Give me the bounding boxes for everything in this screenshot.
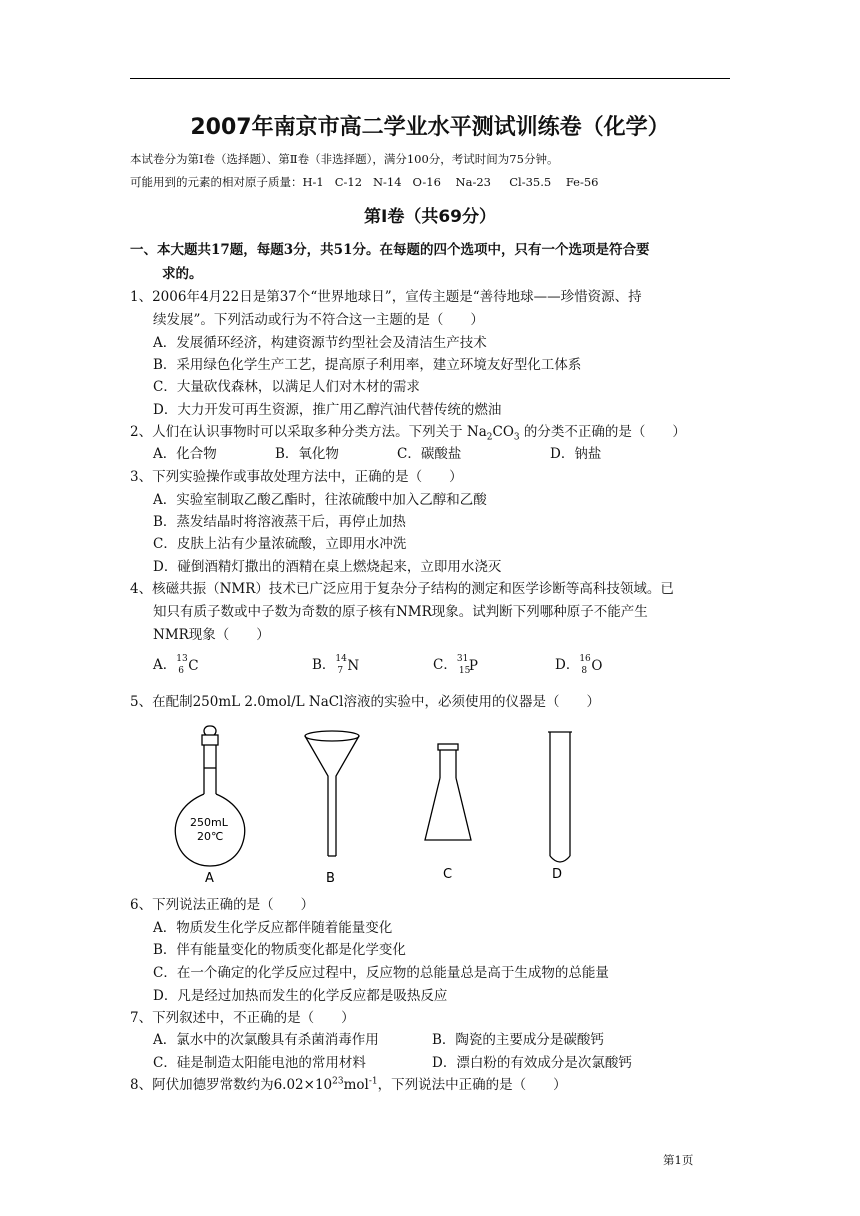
q2-stem-part: CO [492,424,514,440]
q1-option-a: A．发展循环经济，构建资源节约型社会及清洁生产技术 [153,335,487,351]
element-symbol: N [347,657,360,674]
mass-number: 31 [456,653,469,664]
q3-option-a: A．实验室制取乙酸乙酯时，往浓硫酸中加入乙醇和乙酸 [153,492,487,508]
q5-apparatus-figure [160,716,600,886]
atomic-masses: 可能用到的元素的相对原子质量：H-1 C-12 N-14 O-16 Na-23 Cl-35.5 Fe-56 [130,175,599,189]
q3-option-d: D．碰倒酒精灯撒出的酒精在桌上燃烧起来，立即用水浇灭 [153,559,502,575]
q2-option-d: D．钠盐 [550,446,602,462]
q1-option-c: C．大量砍伐森林，以满足人们对木材的需求 [153,379,420,395]
instruction-line-2: 求的。 [162,266,203,282]
mass-number: 14 [335,653,347,664]
option-letter: C． [433,657,457,673]
q5-stem: 5、在配制250mL 2.0mol/L NaCl溶液的实验中，必须使用的仪器是（ ） [130,694,600,710]
q4-option-c [433,653,487,678]
q2-option-b: B．氧化物 [275,446,339,462]
q6-option-b: B．伴有能量变化的物质变化都是化学变化 [153,942,406,958]
q6-option-c: C．在一个确定的化学反应过程中，反应物的总能量总是高于生成物的总能量 [153,965,609,981]
q8-superscript: -1 [368,1076,378,1087]
q3-option-c: C．皮肤上沾有少量浓硫酸，立即用水冲洗 [153,536,407,552]
q4-option-a [153,653,206,678]
q7-option-b: B．陶瓷的主要成分是碳酸钙 [432,1032,604,1048]
element-symbol: C [188,657,199,674]
test-tube-icon [548,732,572,862]
flask-volume-label: 250mL [190,816,228,829]
atomic-number: 6 [178,665,184,676]
element-symbol: O [591,657,603,674]
q4-stem-line2: 知只有质子数或中子数为奇数的原子核有NMR现象。试判断下列哪种原子不能产生 [153,604,648,620]
q2-stem-part: 2、人们在认识事物时可以采取多种分类方法。下列关于 Na [130,424,487,440]
mass-number: 16 [579,653,591,664]
q1-option-d: D．大力开发可再生资源，推广用乙醇汽油代替传统的燃油 [153,402,502,418]
element-symbol: P [468,657,478,674]
q2-option-a: A．化合物 [153,446,217,462]
nuclide-symbol [579,654,609,678]
option-letter: A． [153,657,177,673]
apparatus-label-b: B [326,871,335,886]
q6-stem: 6、下列说法正确的是（ ） [130,897,315,913]
q2-stem [130,420,686,443]
page-title: 2007年南京市高二学业水平测试训练卷（化学） [190,115,670,140]
atomic-number: 8 [581,665,588,676]
q7-option-c: C．硅是制造太阳能电池的常用材料 [153,1055,366,1071]
apparatus-label-a: A [205,871,214,886]
top-rule [130,78,730,79]
page-number: 第1页 [663,1153,694,1167]
q8-stem-part: mol [343,1077,369,1093]
q6-option-a: A．物质发生化学反应都伴随着能量变化 [153,920,393,936]
q1-stem-line2: 续发展”。下列活动或行为不符合这一主题的是（ ） [153,312,484,328]
flask-temperature-label: 20℃ [197,830,224,843]
q7-option-a: A．氯水中的次氯酸具有杀菌消毒作用 [153,1032,379,1048]
funnel-icon [305,731,359,856]
atomic-number: 7 [337,665,344,676]
q1-stem-line1: 1、2006年4月22日是第37个“世界地球日”，宣传主题是“善待地球——珍惜资源、持 [130,289,642,305]
q2-option-c: C．碳酸盐 [397,446,462,462]
apparatus-label-d: D [552,867,563,882]
section-title: 第Ⅰ卷（共69分） [364,207,496,227]
exam-intro: 本试卷分为第Ⅰ卷（选择题）、第Ⅱ卷（非选择题），满分100分，考试时间为75分钟。 [130,152,559,166]
q4-option-d [555,653,609,678]
q7-option-d: D．漂白粉的有效成分是次氯酸钙 [432,1055,632,1071]
instruction-line-1: 一、本大题共17题，每题3分，共51分。在每题的四个选项中，只有一个选项是符合要 [130,242,650,258]
conical-flask-icon [425,744,471,840]
q4-stem-line3: NMR现象（ ） [153,627,270,643]
q1-option-b: B．采用绿色化学生产工艺，提高原子利用率，建立环境友好型化工体系 [153,357,582,373]
q8-stem [130,1073,567,1093]
volumetric-flask-icon [175,726,244,866]
option-letter: B． [312,657,336,673]
option-letter: D． [555,657,580,673]
q8-stem-part: 8、阿伏加德罗常数约为6.02×10 [130,1077,333,1093]
nuclide-symbol [176,654,206,678]
q4-option-b [312,653,365,678]
atomic-number: 15 [458,665,471,676]
apparatus-label-c: C [443,867,453,882]
q6-option-d: D．凡是经过加热而发生的化学反应都是吸热反应 [153,988,448,1004]
q2-subscript: 2 [486,432,493,443]
mass-number: 13 [176,653,188,664]
q7-stem: 7、下列叙述中，不正确的是（ ） [130,1010,355,1026]
q8-superscript: 23 [332,1076,344,1087]
q4-stem-line1: 4、核磁共振（NMR）技术已广泛应用于复杂分子结构的测定和医学诊断等高科技领域。已 [130,581,674,597]
nuclide-symbol [457,654,487,678]
nuclide-symbol [335,654,365,678]
q3-stem: 3、下列实验操作或事故处理方法中，正确的是（ ） [130,469,463,485]
q2-stem-part: 的分类不正确的是（ ） [519,424,686,440]
q8-stem-part: ，下列说法中正确的是（ ） [377,1077,567,1093]
q2-subscript: 3 [513,432,520,443]
q3-option-b: B．蒸发结晶时将溶液蒸干后，再停止加热 [153,514,406,530]
